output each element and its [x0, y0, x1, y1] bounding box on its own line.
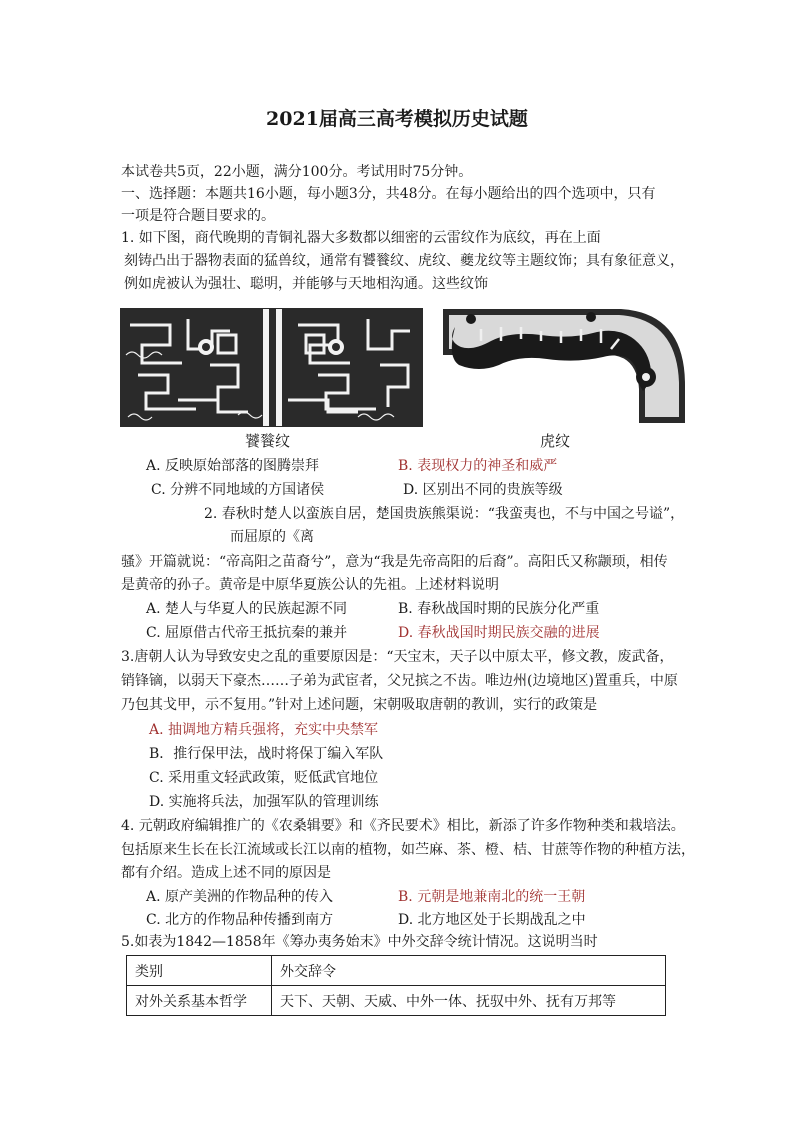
q1-option-d: D. 区别出不同的贵族等级: [403, 482, 563, 498]
exam-intro: 本试卷共5页，22小题，满分100分。考试用时75分钟。: [121, 164, 473, 180]
section-instruction-line2: 一项是符合题目要求的。: [121, 208, 275, 224]
q2-option-a: A. 楚人与华夏人的民族起源不同: [146, 601, 348, 617]
q1-option-b: B. 表现权力的神圣和威严: [398, 458, 558, 474]
table-cell: 对外关系基本哲学: [127, 986, 272, 1016]
q4-stem-line2: 包括原来生长在长江流域或长江以南的植物，如苎麻、茶、橙、桔、甘蔗等作物的种植方法，: [121, 842, 695, 858]
table-header-cell: 类别: [127, 956, 272, 986]
q4-option-d: D. 北方地区处于长期战乱之中: [398, 912, 586, 928]
q4-option-a: A. 原产美洲的作物品种的传入: [146, 889, 334, 905]
q2-stem-line2: 而屈原的《离: [230, 529, 314, 545]
section-instruction-line1: 一、选择题：本题共16小题，每小题3分，共48分。在每小题给出的四个选项中，只有: [121, 186, 656, 202]
q4-stem-line3: 都有介绍。造成上述不同的原因是: [121, 865, 331, 881]
q1-stem-line1: 1. 如下图，商代晚期的青铜礼器大多数都以细密的云雷纹作为底纹，再在上面: [121, 230, 601, 246]
q4-option-b: B. 元朝是地兼南北的统一王朝: [398, 889, 586, 905]
q4-option-c: C. 北方的作物品种传播到南方: [146, 912, 334, 928]
table-header-cell: 外交辞令: [272, 956, 666, 986]
q2-stem-line1: 2. 春秋时楚人以蛮族自居，楚国贵族熊渠说：“我蛮夷也，不与中国之号谥”，: [204, 506, 685, 522]
taotie-pattern-image: [118, 305, 425, 430]
q3-option-c: C. 采用重文轻武政策，贬低武官地位: [149, 770, 379, 786]
q3-stem-line3: 乃包其戈甲，示不复用。”针对上述问题，宋朝吸取唐朝的教训，实行的政策是: [121, 697, 598, 713]
taotie-caption: 饕餮纹: [245, 432, 291, 450]
q5-stem-line1: 5.如表为1842—1858年《筹办夷务始末》中外交辞令统计情况。这说明当时: [121, 934, 598, 950]
tiger-pattern-image: [441, 305, 688, 425]
q2-stem-line3: 骚》开篇就说：“帝高阳之苗裔兮”，意为“我是先帝高阳的后裔”。高阳氏又称颛顼，相传: [121, 554, 668, 570]
q2-option-c: C. 屈原借古代帝王抵抗秦的兼并: [146, 625, 348, 641]
q2-option-d: D. 春秋战国时期民族交融的进展: [398, 625, 600, 641]
page-title: 2021届高三高考模拟历史试题: [266, 108, 528, 130]
q1-stem-line3: 例如虎被认为强壮、聪明，并能够与天地相沟通。这些纹饰: [124, 276, 488, 292]
q1-option-a: A. 反映原始部落的图腾崇拜: [146, 458, 320, 474]
table-row: [127, 986, 666, 1016]
q1-stem-line2: 刻铸凸出于器物表面的猛兽纹，通常有饕餮纹、虎纹、夔龙纹等主题纹饰；具有象征意义，: [124, 253, 684, 269]
q3-stem-line2: 销锋镝，以弱天下豪杰……子弟为武宦者，父兄摈之不齿。唯边州(边境地区)置重兵，中原: [121, 673, 678, 689]
table-cell: 天下、天朝、天威、中外一体、抚驭中外、抚有万邦等: [272, 986, 666, 1016]
q3-option-a: A. 抽调地方精兵强将，充实中央禁军: [149, 722, 379, 738]
q2-option-b: B. 春秋战国时期的民族分化严重: [398, 601, 600, 617]
tiger-caption: 虎纹: [540, 432, 571, 450]
q3-stem-line1: 3.唐朝人认为导致安史之乱的重要原因是：“天宝末，天子以中原太平，修文教，废武备，: [121, 649, 674, 665]
q3-option-d: D. 实施将兵法，加强军队的管理训练: [149, 794, 379, 810]
q2-stem-line4: 是黄帝的孙子。黄帝是中原华夏族公认的先祖。上述材料说明: [121, 577, 499, 593]
q4-stem-line1: 4. 元朝政府编辑推广的《农桑辑要》和《齐民要术》相比，新添了许多作物种类和栽培法。: [121, 818, 685, 834]
q1-option-c: C. 分辨不同地域的方国诸侯: [151, 482, 325, 498]
q3-option-b: B．推行保甲法，战时将保丁编入军队: [149, 746, 384, 762]
diplomatic-rhetoric-table: [126, 955, 666, 1016]
table-header-row: [127, 956, 666, 986]
